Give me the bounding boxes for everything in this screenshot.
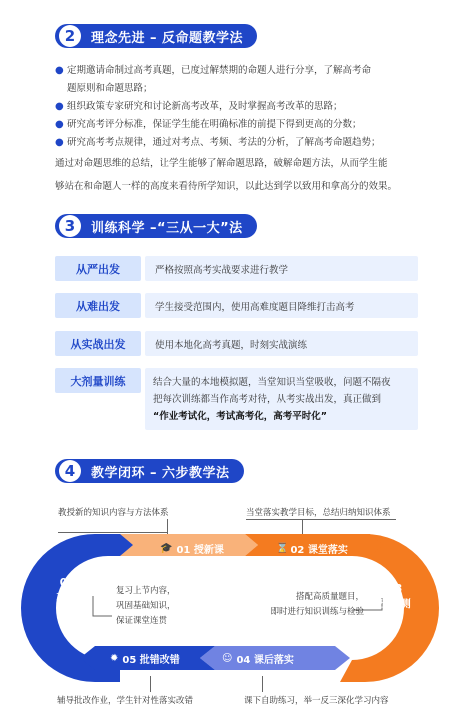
section-3-header bbox=[55, 214, 257, 238]
section-3-title: 训练科学 –“三从一大”法 bbox=[91, 220, 243, 236]
step-06-label: 06 巩固 复习 ▲ bbox=[50, 576, 84, 636]
method-label: 从实战出发 bbox=[55, 331, 141, 356]
list-item: ● 组织政策专家研究和讨论新高考改革，及时掌握高考改革的思路； bbox=[55, 98, 415, 116]
method-desc: 使用本地化高考真题，时刻实战演练 bbox=[145, 331, 418, 356]
caption-bottom-right: 课下自助练习，举一反三深化学习内容 bbox=[244, 696, 389, 706]
section-4-title: 教学闭环 – 六步教学法 bbox=[91, 465, 230, 481]
hourglass-icon: ⌛ bbox=[276, 543, 289, 554]
step-01-label: 🎓 01 授新课 bbox=[160, 543, 224, 556]
gear-icon: ✹ bbox=[110, 653, 119, 664]
caption-bottom-left: 辅导批改作业，学生针对性落实改错 bbox=[57, 696, 194, 706]
method-label: 从严出发 bbox=[55, 256, 141, 281]
method-row-strict bbox=[55, 256, 418, 281]
method-desc: 结合大量的本地模拟题，当堂知识当堂吸收，问题不隔夜 把每次训练都当作高考对待，从考实战出发，真正做到 “作业考试化，考试高考化，高考平时化” bbox=[145, 368, 418, 430]
method-desc: 严格按照高考实战要求进行教学 bbox=[145, 256, 418, 281]
list-item: ● 研究高考评分标准，保证学生能在明确标准的前提下得到更高的分数； bbox=[55, 116, 415, 134]
step-05-label: ✹ 05 批错改错 bbox=[110, 653, 180, 666]
inner-text-left: 复习上节内容， 巩固基础知识， 保证课堂连贯 bbox=[116, 586, 176, 626]
method-desc-emphasis: “作业考试化，考试高考化，高考平时化” bbox=[153, 411, 327, 422]
step-02-label: ⌛ 02 课堂落实 bbox=[276, 543, 348, 556]
graduation-cap-icon: 🎓 bbox=[160, 543, 173, 554]
method-label: 从难出发 bbox=[55, 293, 141, 318]
method-row-difficult bbox=[55, 293, 418, 318]
bullet-icon: ● bbox=[55, 137, 64, 148]
method-desc: 学生接受范围内，使用高难度题目降维打击高考 bbox=[145, 293, 418, 318]
method-row-practical bbox=[55, 331, 418, 356]
section-2-title: 理念先进 – 反命题教学法 bbox=[91, 30, 244, 46]
bell-icon: ▲ bbox=[63, 623, 71, 633]
method-label: 大剂量训练 bbox=[55, 368, 141, 393]
section-2-number: 2 bbox=[59, 25, 81, 47]
list-item: ● 定期邀请命制过高考真题，已度过解禁期的命题人进行分享，了解高考命 题原则和命题思路； bbox=[55, 62, 415, 98]
bullet-icon: ● bbox=[55, 101, 64, 112]
document-icon: ▤ bbox=[390, 614, 400, 624]
philosophy-bullets bbox=[55, 62, 415, 152]
list-item: ● 研究高考考点规律，通过对考点、考频、考法的分析，了解高考命题趋势； bbox=[55, 134, 415, 152]
section-2-header bbox=[55, 24, 257, 48]
section-3-number: 3 bbox=[59, 215, 81, 237]
method-row-volume bbox=[55, 368, 418, 430]
bullet-icon: ● bbox=[55, 65, 64, 76]
inner-text-right: 搭配高质量题目， 即时进行知识训练与检验 bbox=[270, 592, 364, 617]
step-04-label: ☺ 04 课后落实 bbox=[222, 653, 294, 666]
bullet-icon: ● bbox=[55, 119, 64, 130]
step-03-label: 03 出门测 ▤ bbox=[375, 582, 415, 627]
caption-top-right: 当堂落实教学目标，总结归纳知识体系 bbox=[246, 508, 391, 518]
section-4-number: 4 bbox=[59, 460, 81, 482]
philosophy-summary: 通过对命题思维的总结，让学生能够了解命题思路，破解命题方法，从而学生能 够站在和命题人一样的高度来看待所学知识，以此达到学以致用和拿高分的效果。 bbox=[55, 158, 398, 192]
section-4-header bbox=[55, 459, 244, 483]
chat-icon: ☺ bbox=[222, 653, 233, 664]
caption-top-left: 教授新的知识内容与方法体系 bbox=[58, 508, 169, 518]
